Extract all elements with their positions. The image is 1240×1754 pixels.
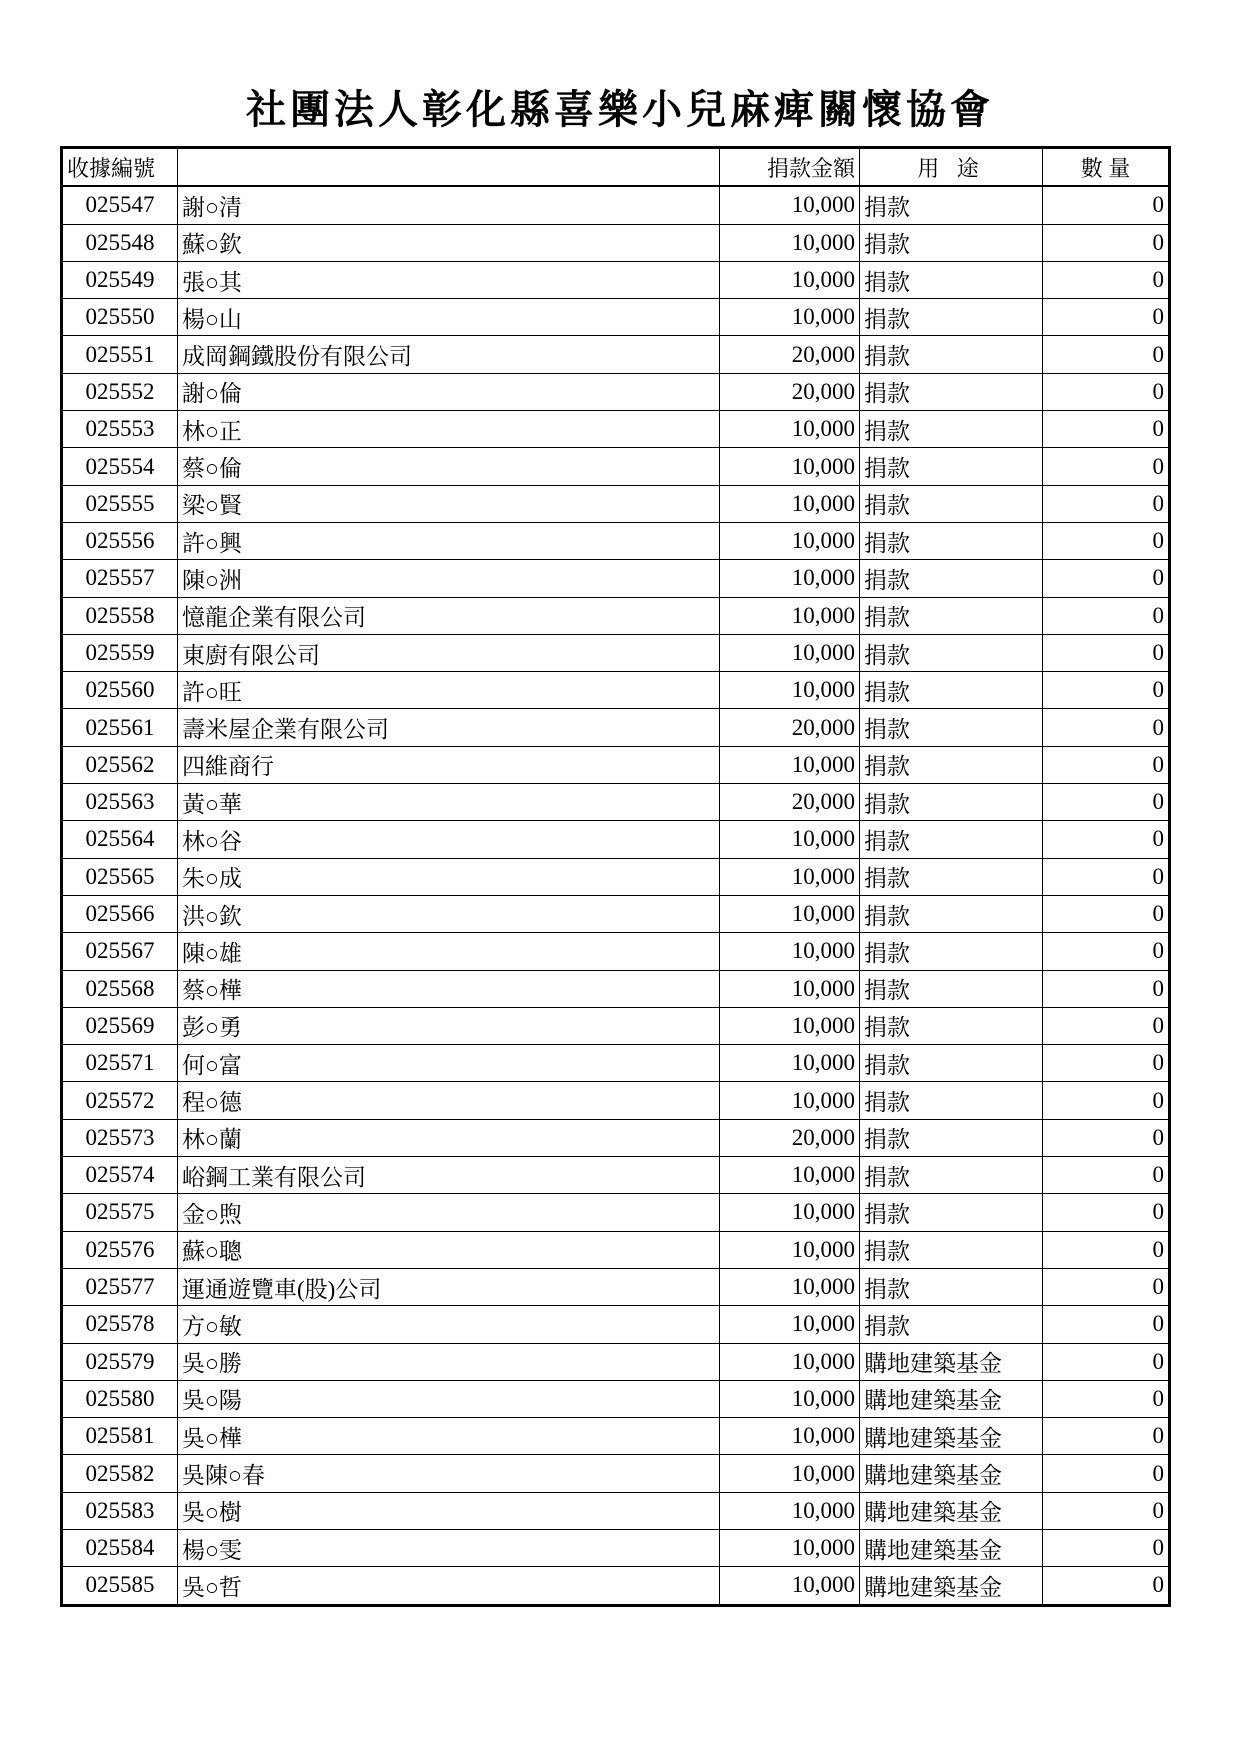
donor-name-cell: 峪鋼工業有限公司	[178, 1157, 720, 1194]
amount-cell: 10,000	[720, 299, 860, 336]
purpose-cell: 捐款	[860, 746, 1043, 783]
donor-name-cell: 楊○山	[178, 299, 720, 336]
donor-name-cell: 蔡○樺	[178, 970, 720, 1007]
receipt-no-cell: 025581	[62, 1418, 178, 1455]
receipt-no-cell: 025582	[62, 1455, 178, 1492]
quantity-cell: 0	[1043, 299, 1170, 336]
quantity-cell: 0	[1043, 933, 1170, 970]
quantity-cell: 0	[1043, 1157, 1170, 1194]
purpose-cell: 捐款	[860, 597, 1043, 634]
purpose-cell: 捐款	[860, 1119, 1043, 1156]
amount-cell: 10,000	[720, 597, 860, 634]
receipt-no-cell: 025547	[62, 186, 178, 224]
donor-name-cell: 成岡鋼鐵股份有限公司	[178, 336, 720, 373]
quantity-cell: 0	[1043, 485, 1170, 522]
quantity-cell: 0	[1043, 1306, 1170, 1343]
receipt-no-cell: 025576	[62, 1231, 178, 1268]
quantity-cell: 0	[1043, 634, 1170, 671]
receipt-no-cell: 025561	[62, 709, 178, 746]
quantity-cell: 0	[1043, 1455, 1170, 1492]
table-body	[62, 186, 1170, 1605]
table-row	[62, 1529, 1170, 1566]
amount-cell: 10,000	[720, 1306, 860, 1343]
table-row	[62, 1007, 1170, 1044]
quantity-cell: 0	[1043, 1418, 1170, 1455]
purpose-cell: 購地建築基金	[860, 1567, 1043, 1605]
purpose-cell: 捐款	[860, 522, 1043, 559]
quantity-cell: 0	[1043, 560, 1170, 597]
purpose-cell: 捐款	[860, 1082, 1043, 1119]
amount-cell: 10,000	[720, 1380, 860, 1417]
quantity-cell: 0	[1043, 261, 1170, 298]
amount-cell: 10,000	[720, 261, 860, 298]
table-row	[62, 746, 1170, 783]
purpose-cell: 捐款	[860, 373, 1043, 410]
donor-name-cell: 張○其	[178, 261, 720, 298]
donor-name-cell: 許○興	[178, 522, 720, 559]
receipt-no-cell: 025548	[62, 224, 178, 261]
donor-name-cell: 許○旺	[178, 672, 720, 709]
purpose-cell: 捐款	[860, 821, 1043, 858]
receipt-no-cell: 025556	[62, 522, 178, 559]
amount-cell: 10,000	[720, 1007, 860, 1044]
donor-name-cell: 吳陳○春	[178, 1455, 720, 1492]
quantity-cell: 0	[1043, 784, 1170, 821]
purpose-cell: 捐款	[860, 1268, 1043, 1305]
receipt-no-cell: 025578	[62, 1306, 178, 1343]
purpose-cell: 購地建築基金	[860, 1492, 1043, 1529]
table-row	[62, 448, 1170, 485]
receipt-no-cell: 025571	[62, 1045, 178, 1082]
purpose-cell: 捐款	[860, 1045, 1043, 1082]
quantity-cell: 0	[1043, 1380, 1170, 1417]
table-row	[62, 1268, 1170, 1305]
table-row	[62, 672, 1170, 709]
quantity-cell: 0	[1043, 746, 1170, 783]
purpose-cell: 捐款	[860, 448, 1043, 485]
table-row	[62, 709, 1170, 746]
amount-cell: 10,000	[720, 448, 860, 485]
donor-name-cell: 朱○成	[178, 858, 720, 895]
amount-cell: 10,000	[720, 821, 860, 858]
amount-cell: 10,000	[720, 186, 860, 224]
header-purpose: 用 途	[860, 148, 1043, 187]
amount-cell: 20,000	[720, 373, 860, 410]
donor-name-cell: 蘇○聰	[178, 1231, 720, 1268]
table-row	[62, 1119, 1170, 1156]
amount-cell: 10,000	[720, 1343, 860, 1380]
table-row	[62, 895, 1170, 932]
amount-cell: 10,000	[720, 1194, 860, 1231]
receipt-no-cell: 025585	[62, 1567, 178, 1605]
receipt-no-cell: 025565	[62, 858, 178, 895]
donor-name-cell: 楊○雯	[178, 1529, 720, 1566]
donor-name-cell: 林○谷	[178, 821, 720, 858]
table-row	[62, 373, 1170, 410]
receipt-no-cell: 025584	[62, 1529, 178, 1566]
donor-name-cell: 謝○倫	[178, 373, 720, 410]
donor-name-cell: 運通遊覽車(股)公司	[178, 1268, 720, 1305]
table-row	[62, 411, 1170, 448]
purpose-cell: 捐款	[860, 485, 1043, 522]
table-row	[62, 560, 1170, 597]
donor-name-cell: 林○正	[178, 411, 720, 448]
purpose-cell: 捐款	[860, 1157, 1043, 1194]
purpose-cell: 捐款	[860, 672, 1043, 709]
table-row	[62, 1306, 1170, 1343]
purpose-cell: 捐款	[860, 970, 1043, 1007]
table-row	[62, 858, 1170, 895]
donor-name-cell: 蔡○倫	[178, 448, 720, 485]
table-row	[62, 1194, 1170, 1231]
table-row	[62, 299, 1170, 336]
amount-cell: 10,000	[720, 411, 860, 448]
purpose-cell: 購地建築基金	[860, 1455, 1043, 1492]
quantity-cell: 0	[1043, 1529, 1170, 1566]
quantity-cell: 0	[1043, 597, 1170, 634]
donor-name-cell: 蘇○欽	[178, 224, 720, 261]
donor-name-cell: 何○富	[178, 1045, 720, 1082]
donor-name-cell: 金○煦	[178, 1194, 720, 1231]
table-header-row	[62, 148, 1170, 187]
purpose-cell: 捐款	[860, 709, 1043, 746]
receipt-no-cell: 025567	[62, 933, 178, 970]
donor-name-cell: 黃○華	[178, 784, 720, 821]
quantity-cell: 0	[1043, 1231, 1170, 1268]
quantity-cell: 0	[1043, 1194, 1170, 1231]
receipt-no-cell: 025560	[62, 672, 178, 709]
amount-cell: 10,000	[720, 560, 860, 597]
receipt-no-cell: 025549	[62, 261, 178, 298]
purpose-cell: 購地建築基金	[860, 1418, 1043, 1455]
purpose-cell: 捐款	[860, 224, 1043, 261]
amount-cell: 10,000	[720, 1268, 860, 1305]
receipt-no-cell: 025559	[62, 634, 178, 671]
table-row	[62, 1492, 1170, 1529]
table-row	[62, 522, 1170, 559]
amount-cell: 10,000	[720, 1455, 860, 1492]
amount-cell: 10,000	[720, 970, 860, 1007]
table-row	[62, 933, 1170, 970]
page-title: 社團法人彰化縣喜樂小兒麻痺關懷協會	[246, 86, 994, 133]
quantity-cell: 0	[1043, 1343, 1170, 1380]
receipt-no-cell: 025551	[62, 336, 178, 373]
amount-cell: 10,000	[720, 485, 860, 522]
receipt-no-cell: 025568	[62, 970, 178, 1007]
receipt-no-cell: 025580	[62, 1380, 178, 1417]
header-receipt-no: 收據編號	[62, 148, 178, 187]
table-row	[62, 1231, 1170, 1268]
receipt-no-cell: 025552	[62, 373, 178, 410]
table-row	[62, 1567, 1170, 1605]
receipt-no-cell: 025555	[62, 485, 178, 522]
quantity-cell: 0	[1043, 1045, 1170, 1082]
donor-name-cell: 吳○勝	[178, 1343, 720, 1380]
amount-cell: 10,000	[720, 933, 860, 970]
receipt-no-cell: 025583	[62, 1492, 178, 1529]
table-row	[62, 1380, 1170, 1417]
donor-name-cell: 方○敏	[178, 1306, 720, 1343]
receipt-no-cell: 025558	[62, 597, 178, 634]
purpose-cell: 捐款	[860, 411, 1043, 448]
receipt-no-cell: 025574	[62, 1157, 178, 1194]
donor-name-cell: 梁○賢	[178, 485, 720, 522]
amount-cell: 20,000	[720, 709, 860, 746]
purpose-cell: 捐款	[860, 336, 1043, 373]
table-row	[62, 1045, 1170, 1082]
donor-name-cell: 吳○陽	[178, 1380, 720, 1417]
receipt-no-cell: 025563	[62, 784, 178, 821]
header-quantity: 數 量	[1043, 148, 1170, 187]
purpose-cell: 購地建築基金	[860, 1529, 1043, 1566]
donor-name-cell: 吳○樺	[178, 1418, 720, 1455]
table-row	[62, 597, 1170, 634]
purpose-cell: 捐款	[860, 1007, 1043, 1044]
amount-cell: 20,000	[720, 784, 860, 821]
table-row	[62, 970, 1170, 1007]
purpose-cell: 捐款	[860, 299, 1043, 336]
table-row	[62, 1157, 1170, 1194]
receipt-no-cell: 025579	[62, 1343, 178, 1380]
table-row	[62, 224, 1170, 261]
donor-name-cell: 程○德	[178, 1082, 720, 1119]
purpose-cell: 捐款	[860, 1194, 1043, 1231]
quantity-cell: 0	[1043, 858, 1170, 895]
purpose-cell: 捐款	[860, 1231, 1043, 1268]
donation-table	[60, 146, 1171, 1607]
receipt-no-cell: 025577	[62, 1268, 178, 1305]
purpose-cell: 捐款	[860, 895, 1043, 932]
quantity-cell: 0	[1043, 1007, 1170, 1044]
quantity-cell: 0	[1043, 411, 1170, 448]
purpose-cell: 購地建築基金	[860, 1343, 1043, 1380]
quantity-cell: 0	[1043, 224, 1170, 261]
amount-cell: 10,000	[720, 1231, 860, 1268]
donor-name-cell: 陳○洲	[178, 560, 720, 597]
table-row	[62, 1418, 1170, 1455]
receipt-no-cell: 025569	[62, 1007, 178, 1044]
amount-cell: 20,000	[720, 1119, 860, 1156]
amount-cell: 10,000	[720, 1157, 860, 1194]
purpose-cell: 購地建築基金	[860, 1380, 1043, 1417]
receipt-no-cell: 025553	[62, 411, 178, 448]
amount-cell: 10,000	[720, 746, 860, 783]
donor-name-cell: 陳○雄	[178, 933, 720, 970]
receipt-no-cell: 025554	[62, 448, 178, 485]
table-row	[62, 784, 1170, 821]
receipt-no-cell: 025573	[62, 1119, 178, 1156]
table-row	[62, 485, 1170, 522]
header-amount: 捐款金額	[720, 148, 860, 187]
donor-name-cell: 東廚有限公司	[178, 634, 720, 671]
amount-cell: 10,000	[720, 1418, 860, 1455]
quantity-cell: 0	[1043, 1567, 1170, 1605]
quantity-cell: 0	[1043, 1082, 1170, 1119]
table-row	[62, 1343, 1170, 1380]
purpose-cell: 捐款	[860, 560, 1043, 597]
receipt-no-cell: 025572	[62, 1082, 178, 1119]
amount-cell: 10,000	[720, 672, 860, 709]
donor-name-cell: 彭○勇	[178, 1007, 720, 1044]
donor-name-cell: 憶龍企業有限公司	[178, 597, 720, 634]
table-row	[62, 261, 1170, 298]
purpose-cell: 捐款	[860, 186, 1043, 224]
quantity-cell: 0	[1043, 970, 1170, 1007]
quantity-cell: 0	[1043, 336, 1170, 373]
purpose-cell: 捐款	[860, 261, 1043, 298]
quantity-cell: 0	[1043, 448, 1170, 485]
purpose-cell: 捐款	[860, 933, 1043, 970]
quantity-cell: 0	[1043, 895, 1170, 932]
donor-name-cell: 謝○清	[178, 186, 720, 224]
table-row	[62, 186, 1170, 224]
amount-cell: 20,000	[720, 336, 860, 373]
amount-cell: 10,000	[720, 1492, 860, 1529]
amount-cell: 10,000	[720, 522, 860, 559]
amount-cell: 10,000	[720, 1082, 860, 1119]
purpose-cell: 捐款	[860, 784, 1043, 821]
receipt-no-cell: 025557	[62, 560, 178, 597]
receipt-no-cell: 025564	[62, 821, 178, 858]
table-row	[62, 1082, 1170, 1119]
header-name	[178, 148, 720, 187]
donor-name-cell: 洪○欽	[178, 895, 720, 932]
amount-cell: 10,000	[720, 1045, 860, 1082]
table-row	[62, 634, 1170, 671]
table-row	[62, 336, 1170, 373]
purpose-cell: 捐款	[860, 1306, 1043, 1343]
quantity-cell: 0	[1043, 186, 1170, 224]
donor-name-cell: 吳○哲	[178, 1567, 720, 1605]
donor-name-cell: 壽米屋企業有限公司	[178, 709, 720, 746]
table-row	[62, 1455, 1170, 1492]
receipt-no-cell: 025566	[62, 895, 178, 932]
quantity-cell: 0	[1043, 821, 1170, 858]
amount-cell: 10,000	[720, 858, 860, 895]
amount-cell: 10,000	[720, 634, 860, 671]
table-row	[62, 821, 1170, 858]
receipt-no-cell: 025562	[62, 746, 178, 783]
quantity-cell: 0	[1043, 1268, 1170, 1305]
receipt-no-cell: 025575	[62, 1194, 178, 1231]
purpose-cell: 捐款	[860, 634, 1043, 671]
quantity-cell: 0	[1043, 1119, 1170, 1156]
donor-name-cell: 吳○樹	[178, 1492, 720, 1529]
amount-cell: 10,000	[720, 224, 860, 261]
donor-name-cell: 四維商行	[178, 746, 720, 783]
purpose-cell: 捐款	[860, 858, 1043, 895]
quantity-cell: 0	[1043, 1492, 1170, 1529]
quantity-cell: 0	[1043, 522, 1170, 559]
donor-name-cell: 林○蘭	[178, 1119, 720, 1156]
amount-cell: 10,000	[720, 1529, 860, 1566]
receipt-no-cell: 025550	[62, 299, 178, 336]
quantity-cell: 0	[1043, 709, 1170, 746]
amount-cell: 10,000	[720, 895, 860, 932]
amount-cell: 10,000	[720, 1567, 860, 1605]
quantity-cell: 0	[1043, 672, 1170, 709]
quantity-cell: 0	[1043, 373, 1170, 410]
